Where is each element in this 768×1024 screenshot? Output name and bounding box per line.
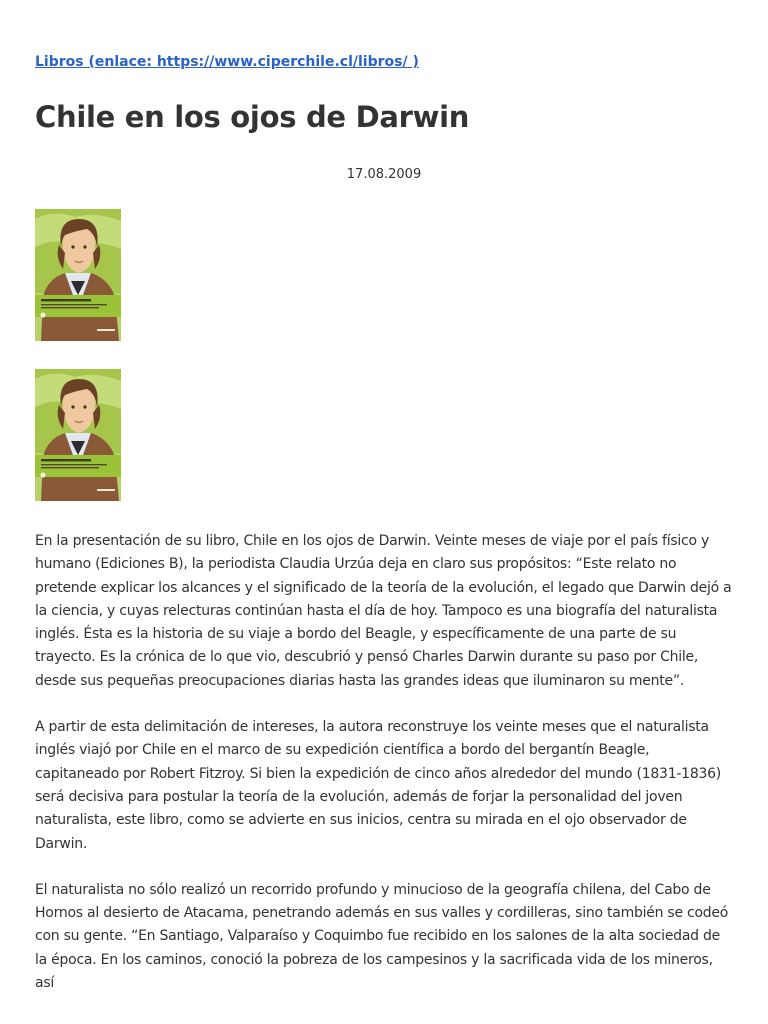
breadcrumb-libros-link[interactable]: Libros (enlace: https://www.ciperchile.cl/libros/ )	[35, 54, 419, 70]
darwin-portrait-icon	[35, 369, 121, 501]
article-paragraph: El naturalista no sólo realizó un recorrido profundo y minucioso de la geografía chilena, del Cabo de Hornos al desierto de Atacama, penetrando además en sus valles y cordilleras, sino también se codeó con su gente. “En Santiago, Valparaíso y Coquimbo fue recibido en los salones de la alta sociedad de la época. En los caminos, conoció la pobreza de los campesinos y la sacrificada vida de los mineros, así	[35, 881, 729, 992]
darwin-portrait-icon	[35, 209, 121, 341]
article-body	[35, 530, 733, 1018]
book-cover-image[interactable]	[35, 369, 121, 501]
article-paragraph: A partir de esta delimitación de intereses, la autora reconstruye los veinte meses que el naturalista inglés viajó por Chile en el marco de su expedición científica a bordo del bergantín Beagle, capitaneado por Robert Fitzroy. Si bien la expedición de cinco años alrededor del mundo (1831-1836) será decisiva para postular la teoría de la evolución, además de forjar la personalidad del joven naturalista, este libro, como se advierte en sus inicios, centra su mirada en el ojo observador de Darwin.	[35, 719, 722, 852]
book-cover-image[interactable]	[35, 209, 121, 341]
page-title: Chile en los ojos de Darwin	[35, 100, 470, 134]
publish-date: 17.08.2009	[346, 167, 422, 182]
article-paragraph: En la presentación de su libro, Chile en los ojos de Darwin. Veinte meses de viaje por el país físico y humano (Ediciones B), la periodista Claudia Urzúa deja en claro sus propósitos: “Este relato no pretende explicar los alcances y el significado de la teoría de la evolución, el legado que Darwin dejó a la ciencia, y cuyas relecturas continúan hasta el día de hoy. Tampoco es una biografía del naturalista inglés. Ésta es la historia de su viaje a bordo del Beagle, y específicamente de una parte de su trayecto. Es la crónica de lo que vio, descubrió y pensó Charles Darwin durante su paso por Chile, desde sus pequeñas preocupaciones diarias hasta las grandes ideas que iluminaron su mente”.	[35, 533, 732, 689]
